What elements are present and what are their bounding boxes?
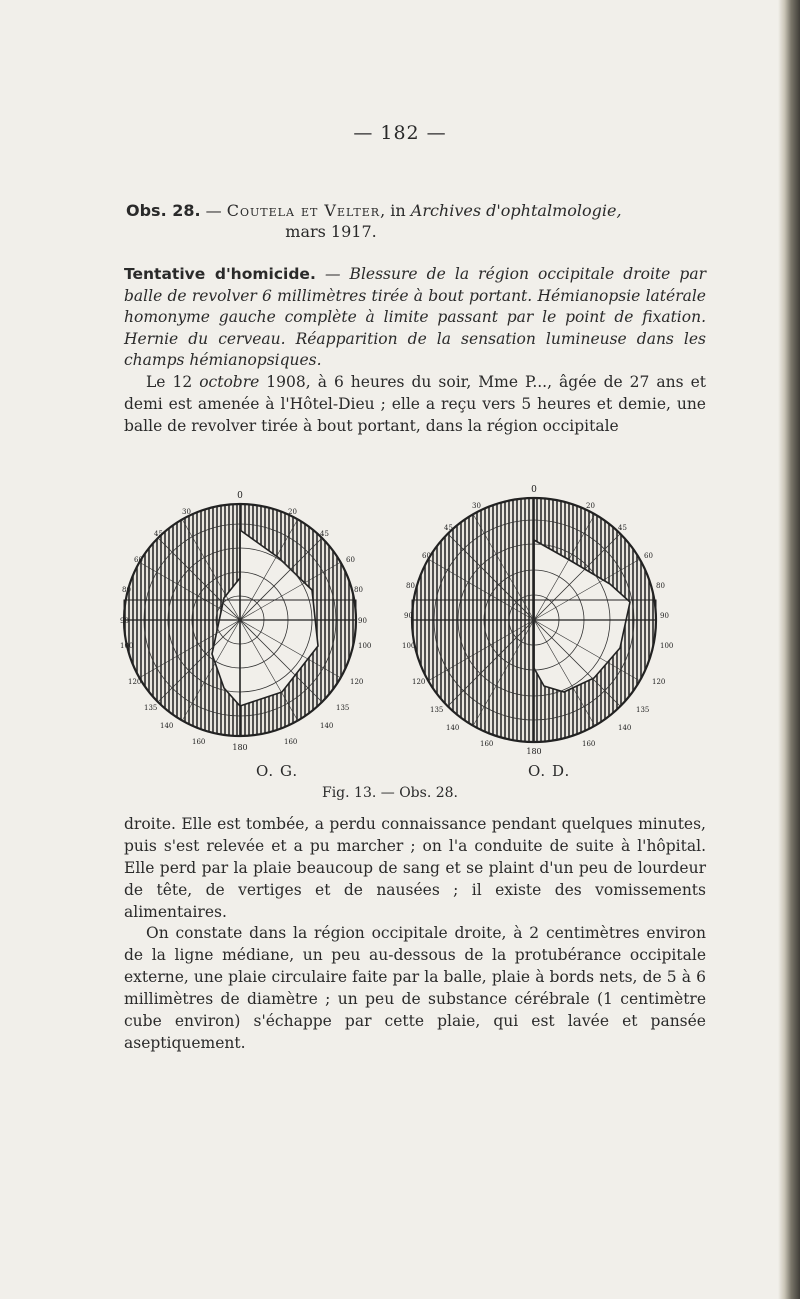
right-chart-tick: 60 xyxy=(644,552,653,560)
left-chart-tick: 90 xyxy=(358,617,367,625)
paragraph-1 xyxy=(124,371,706,437)
left-chart-tick: 45 xyxy=(320,530,329,538)
left-chart-tick: 140 xyxy=(320,722,334,730)
right-chart-tick: 120 xyxy=(652,678,666,686)
right-chart-tick: 140 xyxy=(618,724,632,732)
right-chart-tick: 20 xyxy=(586,502,595,510)
left-chart-tick: 140 xyxy=(160,722,174,730)
figure-caption: Fig. 13. — Obs. 28. xyxy=(321,785,458,801)
left-eye-label: O. G. xyxy=(256,762,299,780)
paragraph-1-pre: Le 12 xyxy=(146,373,200,391)
summary-lead: Tentative d'homicide. xyxy=(124,265,316,283)
left-chart-tick: 90 xyxy=(120,617,129,625)
observation-date: mars 1917. xyxy=(285,222,377,241)
case-summary xyxy=(124,264,706,372)
right-chart-tick: 160 xyxy=(582,740,596,748)
right-chart-bottom-label: 180 xyxy=(526,747,542,756)
right-chart-tick: 90 xyxy=(404,612,413,620)
right-chart-tick: 135 xyxy=(430,706,444,714)
observation-heading xyxy=(126,200,686,242)
left-chart-tick: 100 xyxy=(120,642,134,650)
right-chart-tick: 140 xyxy=(446,724,460,732)
left-chart-tick: 160 xyxy=(192,738,206,746)
right-chart-tick: 80 xyxy=(406,582,415,590)
left-chart-tick: 160 xyxy=(284,738,298,746)
right-chart-tick: 45 xyxy=(618,524,627,532)
left-chart-tick: 120 xyxy=(128,678,142,686)
observation-journal: Archives d'ophtalmologie, xyxy=(410,201,622,220)
right-chart-tick: 80 xyxy=(656,582,665,590)
right-chart-tick: 160 xyxy=(480,740,494,748)
left-chart-tick: 135 xyxy=(336,704,350,712)
left-chart-tick: 30 xyxy=(182,508,191,516)
left-chart-top-label: 0 xyxy=(237,491,243,501)
observation-authors: Coutela et Velter xyxy=(226,201,381,220)
page-number: — 182 — xyxy=(353,122,447,144)
left-chart-tick: 80 xyxy=(354,586,363,594)
left-chart-tick: 80 xyxy=(122,586,131,594)
right-chart-tick: 120 xyxy=(412,678,426,686)
right-chart-tick: 60 xyxy=(422,552,431,560)
paragraph-3: On constate dans la région occipitale droite, à 2 centimètres environ de la ligne médiane, un peu au-dessous de la protubérance occipitale externe, une plaie circulaire faite par la balle, plaie à bords nets, de 5 à 6 millimètres de diamètre ; un peu de substance cérébrale (1 centimètre cube environ) s'échappe par cette plaie, qui est lavée et pansée aseptiquement. xyxy=(124,924,706,1052)
observation-dash: — xyxy=(200,201,227,220)
page-edge-shadow xyxy=(778,0,800,1299)
right-eye-label: O. D. xyxy=(528,762,571,780)
right-chart-tick: 100 xyxy=(660,642,674,650)
left-eye-field-chart xyxy=(120,491,371,752)
left-chart-tick: 60 xyxy=(134,556,143,564)
left-chart-tick: 100 xyxy=(358,642,372,650)
left-chart-bottom-label: 180 xyxy=(232,743,248,752)
left-chart-tick: 45 xyxy=(154,530,163,538)
right-chart-tick: 45 xyxy=(444,524,453,532)
visual-field-charts xyxy=(120,478,704,768)
observation-label: Obs. 28. xyxy=(126,201,201,220)
right-chart-tick: 135 xyxy=(636,706,650,714)
right-chart-tick: 90 xyxy=(660,612,669,620)
observation-in: , in xyxy=(380,201,411,220)
left-chart-tick: 135 xyxy=(144,704,158,712)
left-chart-tick: 20 xyxy=(288,508,297,516)
right-chart-tick: 100 xyxy=(402,642,416,650)
paragraph-1-text: 1908, à 6 heures du soir, Mme P..., âgée de 27 ans et demi est amenée à l'Hôtel-Dieu ; elle a reçu vers 5 heures et demie, une balle de revolver tirée à bout portant, dans la région occipitale xyxy=(124,373,706,435)
right-chart-top-label: 0 xyxy=(531,485,537,495)
paragraph-1-date: octobre xyxy=(199,373,260,391)
left-chart-tick: 60 xyxy=(346,556,355,564)
right-chart-tick: 30 xyxy=(472,502,481,510)
paragraph-2: droite. Elle est tombée, a perdu connaissance pendant quelques minutes, puis s'est relevée et a pu marcher ; on l'a conduite de suite à l'hôpital. Elle perd par la plaie beaucoup de sang et se plaint d'un peu de lourdeur de tête, de vertiges et de nausées ; il existe des vomissements alimentaires. xyxy=(124,815,706,921)
right-eye-field-chart xyxy=(402,485,673,756)
left-chart-tick: 120 xyxy=(350,678,364,686)
visual-field-figure xyxy=(120,478,704,768)
summary-text: — Blessure de la région occipitale droite par balle de revolver 6 millimètres tirée à bout portant. Hémianopsie latérale homonyme gauche complète à limite passant par le point de fixation. Hernie du cerveau. Réapparition de la sensation lumineuse dans les champs hémianopsiques. xyxy=(124,265,706,369)
